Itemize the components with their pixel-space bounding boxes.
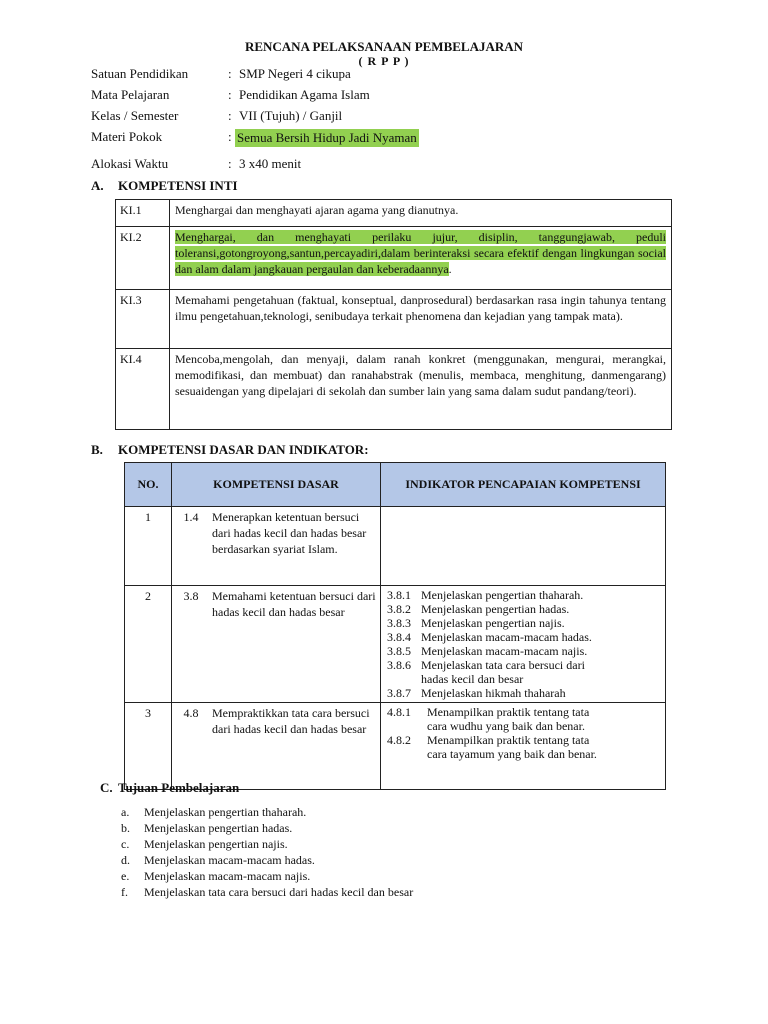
indicator-text: Menjelaskan macam-macam najis. (421, 644, 588, 658)
indicator-number: 3.8.1 (387, 588, 411, 602)
section-letter: A. (91, 178, 104, 193)
header-indikator: INDIKATOR PENCAPAIAN KOMPETENSI (381, 463, 666, 507)
list-item (121, 884, 413, 900)
section-letter: C. (100, 780, 113, 795)
row-no: 1 (125, 507, 172, 586)
kd-number: 4.8 (172, 703, 211, 790)
indicator-number: 4.8.1 (387, 705, 411, 719)
info-row-alokasi (91, 156, 691, 177)
indicator-item (387, 705, 661, 719)
ki-code: KI.1 (116, 200, 170, 227)
table-row (116, 290, 672, 349)
info-value-highlighted: Semua Bersih Hidup Jadi Nyaman (237, 130, 417, 145)
kd-text: Menerapkan ketentuan bersuci dari hadas kecil dan hadas besar berdasarkan syariat Islam. (210, 507, 381, 586)
info-value: 3 x40 menit (239, 156, 302, 171)
ki-text-cell (170, 227, 672, 290)
indicator-number: 3.8.6 (387, 658, 411, 672)
info-row-kelas (91, 108, 691, 129)
info-colon: : (228, 129, 232, 144)
info-label: Materi Pokok (91, 129, 163, 144)
indicator-text: Menjelaskan macam-macam hadas. (421, 630, 592, 644)
table-row (125, 586, 666, 703)
ki-text: Menghargai dan menghayati ajaran agama yang dianutnya. (170, 200, 672, 227)
ki-text-highlighted: Menghargai, dan menghayati perilaku jujur, disiplin, tanggungjawab, peduli toleransi,gotongroyong,santun,percayadiri,dalam berinteraksi secara efektif dengan lingkungan social dan alam dalam jangkauan pergaulan dan keberadaannya (175, 230, 666, 276)
list-item (121, 804, 413, 820)
indicator-cell-empty (381, 507, 666, 586)
indicator-item (387, 658, 661, 672)
indicator-number: 3.8.2 (387, 602, 411, 616)
ki-code: KI.3 (116, 290, 170, 349)
list-text: Menjelaskan pengertian thaharah. (144, 805, 307, 819)
indicator-number: 4.8.2 (387, 733, 411, 747)
table-row (125, 507, 666, 586)
learning-goals-list (121, 804, 413, 900)
document-title-text: RENCANA PELAKSANAAN PEMBELAJARAN (244, 39, 524, 54)
indicator-text: Menampilkan praktik tentang tata (427, 705, 590, 719)
header-no: NO. (125, 463, 172, 507)
list-marker: a. (121, 805, 130, 819)
indicator-text: Menjelaskan hikmah thaharah (421, 686, 566, 700)
indicator-continuation: hadas kecil dan besar (421, 672, 524, 686)
list-text: Menjelaskan macam-macam hadas. (144, 853, 315, 867)
ki-code: KI.4 (116, 349, 170, 430)
row-no: 3 (125, 703, 172, 790)
kompetensi-inti-table (115, 199, 672, 430)
list-marker: f. (121, 885, 128, 899)
info-value: Pendidikan Agama Islam (239, 87, 370, 102)
info-row-satuan (91, 66, 691, 87)
list-item (121, 820, 413, 836)
indicator-item (387, 602, 661, 616)
indicator-text: Menjelaskan tata cara bersuci dari (421, 658, 585, 672)
indicator-number: 3.8.7 (387, 686, 411, 700)
indicator-number: 3.8.5 (387, 644, 411, 658)
info-value: SMP Negeri 4 cikupa (239, 66, 351, 81)
kd-number: 1.4 (172, 507, 211, 586)
indicator-continuation: cara wudhu yang baik dan benar. (427, 719, 585, 733)
indicator-number: 3.8.3 (387, 616, 411, 630)
indicator-item (387, 686, 661, 700)
ki-text: Memahami pengetahuan (faktual, konseptual, danprosedural) berdasarkan rasa ingin tahunya tentang ilmu pengetahuan,teknologi, senibudaya terkait phenomena dan kejadian yang tampak mata). (170, 290, 672, 349)
list-item (121, 868, 413, 884)
list-marker: b. (121, 821, 130, 835)
list-text: Menjelaskan pengertian najis. (144, 837, 288, 851)
info-colon: : (228, 108, 232, 123)
indicator-item (387, 588, 661, 602)
table-header-row (125, 463, 666, 507)
ki-code: KI.2 (116, 227, 170, 290)
list-item (121, 836, 413, 852)
indicator-text: Menjelaskan pengertian najis. (421, 616, 565, 630)
row-no: 2 (125, 586, 172, 703)
kompetensi-dasar-table (124, 462, 666, 790)
indicator-number: 3.8.4 (387, 630, 411, 644)
section-title: KOMPETENSI INTI (118, 178, 238, 193)
table-row (125, 703, 666, 790)
section-title: Tujuan Pembelajaran (118, 780, 240, 795)
section-letter: B. (91, 442, 103, 457)
kd-number: 3.8 (172, 586, 211, 703)
section-b-heading (91, 442, 369, 458)
section-title: KOMPETENSI DASAR DAN INDIKATOR: (118, 442, 369, 457)
kd-text: Memahami ketentuan bersuci dari hadas kecil dan hadas besar (210, 586, 381, 703)
list-text: Menjelaskan macam-macam najis. (144, 869, 311, 883)
list-marker: e. (121, 869, 130, 883)
document-subtitle: ( R P P ) (358, 54, 410, 68)
info-colon: : (228, 156, 232, 171)
section-a-heading (91, 178, 238, 194)
section-c-heading (100, 780, 239, 796)
indicator-text: Menjelaskan pengertian thaharah. (421, 588, 584, 602)
info-colon: : (228, 87, 232, 102)
header-kompetensi-dasar: KOMPETENSI DASAR (172, 463, 381, 507)
indicator-item (387, 733, 661, 747)
list-text: Menjelaskan pengertian hadas. (144, 821, 293, 835)
info-colon: : (228, 66, 232, 81)
kd-text: Mempraktikkan tata cara bersuci dari hadas kecil dan hadas besar (210, 703, 381, 790)
ki-text-tail: . (448, 262, 452, 276)
info-label: Alokasi Waktu (91, 156, 169, 171)
indicator-text: Menampilkan praktik tentang tata (427, 733, 590, 747)
indicator-continuation: cara tayamum yang baik dan benar. (427, 747, 597, 761)
info-label: Satuan Pendidikan (91, 66, 189, 81)
indicator-item (387, 644, 661, 658)
ki-text: Mencoba,mengolah, dan menyaji, dalam ranah konkret (menggunakan, mengurai, merangkai, memodifikasi, dan membuat) dan ranahabstrak (menulis, membaca, menghitung, danmengarang) sesuaidengan yang dipelajari di sekolah dan sumber lain yang sama dalam sudut pandang/teori). (170, 349, 672, 430)
info-value: VII (Tujuh) / Ganjil (239, 108, 343, 123)
list-marker: c. (121, 837, 130, 851)
list-item (121, 852, 413, 868)
list-marker: d. (121, 853, 130, 867)
info-row-materi (91, 129, 691, 150)
info-label: Kelas / Semester (91, 108, 179, 123)
table-row (116, 227, 672, 290)
table-row (116, 349, 672, 430)
indicator-cell (381, 586, 666, 703)
indicator-item (387, 630, 661, 644)
indicator-cell (381, 703, 666, 790)
indicator-text: Menjelaskan pengertian hadas. (421, 602, 570, 616)
document-title (0, 40, 768, 68)
identity-block (91, 66, 691, 177)
list-text: Menjelaskan tata cara bersuci dari hadas kecil dan besar (144, 885, 414, 899)
table-row (116, 200, 672, 227)
indicator-item (387, 616, 661, 630)
info-label: Mata Pelajaran (91, 87, 170, 102)
info-row-mapel (91, 87, 691, 108)
